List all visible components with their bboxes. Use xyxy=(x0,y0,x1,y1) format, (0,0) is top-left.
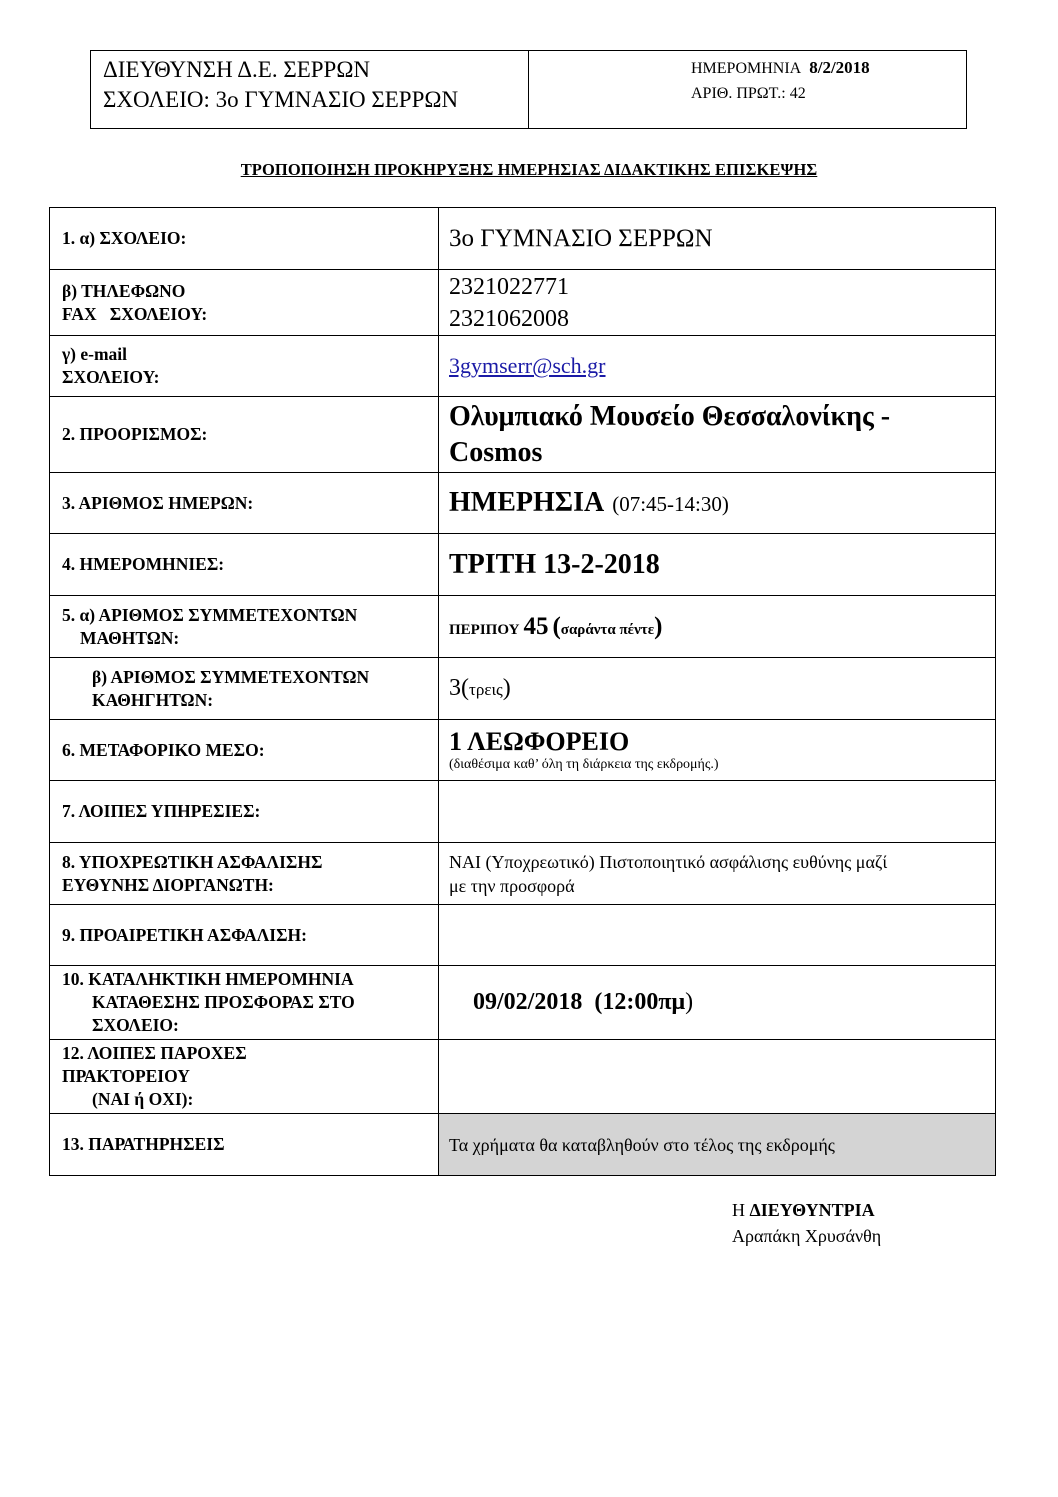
document-title: ΤΡΟΠΟΠΟΙΗΣΗ ΠΡΟΚΗΡΥΞΗΣ ΗΜΕΡΗΣΙΑΣ ΔΙΔΑΚΤΙΚΗΣ ΕΠΙΣΚΕΨΗΣ xyxy=(240,160,818,179)
deadline-close: ) xyxy=(685,989,694,1015)
phone-label-line2: FAX ΣΧΟΛΕΙΟΥ: xyxy=(62,303,208,324)
header-left xyxy=(91,51,529,128)
header-box xyxy=(90,50,967,129)
transport-label: 6. ΜΕΤΑΦΟΡΙΚΟ ΜΕΣΟ: xyxy=(50,720,439,781)
other-label-line1: 12. ΛΟΙΠΕΣ ΠΑΡΟΧΕΣ xyxy=(62,1043,247,1063)
phone-label-line1: β) ΤΗΛΕΦΩΝΟ xyxy=(62,280,186,301)
other-label-line2: ΠΡΑΚΤΟΡΕΙΟΥ xyxy=(62,1066,190,1086)
email-label-line1: γ) e-mail xyxy=(62,344,128,364)
email-cell xyxy=(439,336,996,397)
deadline-date: 09/02/2018 (12:00πμ xyxy=(473,989,686,1015)
services-label: 7. ΛΟΙΠΕΣ ΥΠΗΡΕΣΙΕΣ: xyxy=(50,781,439,843)
deadline-label xyxy=(50,966,439,1040)
school-text: ΣΧΟΛΕΙΟ: 3ο ΓΥΜΝΑΣΙΟ ΣΕΡΡΩΝ xyxy=(103,87,459,112)
email-label xyxy=(50,336,439,397)
phone-number: 2321022771 xyxy=(449,273,569,300)
days-value xyxy=(439,473,996,534)
table-row xyxy=(50,843,996,905)
destination-value xyxy=(439,397,996,473)
transport-value xyxy=(439,720,996,781)
students-label xyxy=(50,596,439,658)
table-row xyxy=(50,596,996,658)
table-row xyxy=(50,336,996,397)
table-row xyxy=(50,397,996,473)
days-type: ΗΜΕΡΗΣΙΑ xyxy=(449,487,605,518)
services-value xyxy=(439,781,996,843)
destination-line2: Cosmos xyxy=(449,436,543,468)
students-number: 45 xyxy=(523,612,549,640)
date-line xyxy=(691,55,966,81)
teachers-label xyxy=(50,658,439,720)
deadline-value xyxy=(439,966,996,1040)
table-row xyxy=(50,534,996,596)
header-right xyxy=(529,51,966,128)
table-row xyxy=(50,905,996,966)
signature-name: Αραπάκη Χρυσάνθη xyxy=(732,1226,882,1246)
optional-insurance-label: 9. ΠΡΟΑΙΡΕΤΙΚΗ ΑΣΦΑΛΙΣΗ: xyxy=(50,905,439,966)
destination-line1: Ολυμπιακό Μουσείο Θεσσαλονίκης - xyxy=(449,400,891,432)
teachers-value: 3(τρεις) xyxy=(439,658,996,720)
deadline-label-line3: ΣΧΟΛΕΙΟ: xyxy=(92,1015,179,1035)
email-label-line2: ΣΧΟΛΕΙΟΥ: xyxy=(62,367,160,387)
insurance-label xyxy=(50,843,439,905)
school-value: 3ο ΓΥΜΝΑΣΙΟ ΣΕΡΡΩΝ xyxy=(439,208,996,270)
announcement-table xyxy=(49,207,996,1176)
table-row xyxy=(50,473,996,534)
destination-label: 2. ΠΡΟΟΡΙΣΜΟΣ: xyxy=(50,397,439,473)
table-row xyxy=(50,208,996,270)
signature-prefix: Η xyxy=(732,1200,745,1220)
signature-role-line xyxy=(732,1197,881,1223)
table-row xyxy=(50,658,996,720)
insurance-label-line1: 8. ΥΠΟΧΡΕΩΤΙΚΗ ΑΣΦΑΛΙΣΗΣ xyxy=(62,851,323,872)
table-row xyxy=(50,720,996,781)
dates-value: ΤΡΙΤΗ 13-2-2018 xyxy=(439,534,996,596)
teachers-number: 3 xyxy=(449,675,461,701)
protocol-value: 42 xyxy=(789,85,806,102)
transport-type: 1 ΛΕΩΦΟΡΕΙΟ xyxy=(449,727,630,756)
teachers-label-line2: ΚΑΘΗΓΗΤΩΝ: xyxy=(92,689,214,710)
date-value: 8/2/2018 xyxy=(809,58,870,77)
optional-insurance-value xyxy=(439,905,996,966)
other-label-line3: (ΝΑΙ ή ΟΧΙ): xyxy=(92,1089,194,1109)
teachers-label-line1: β) ΑΡΙΘΜΟΣ ΣΥΜΜΕΤΕΧΟΝΤΩΝ xyxy=(92,666,370,687)
transport-note: (διαθέσιμα καθ’ όλη τη διάρκεια της εκδρομής.) xyxy=(449,757,719,772)
table-row xyxy=(50,1040,996,1114)
fax-number: 2321062008 xyxy=(449,305,569,332)
students-prefix: ΠΕΡΙΠΟΥ xyxy=(449,621,520,638)
insurance-line1: ΝΑΙ (Υποχρεωτικό) Πιστοποιητικό ασφάλισης ευθύνης μαζί xyxy=(449,851,888,872)
protocol-line xyxy=(691,81,966,106)
days-label: 3. ΑΡΙΘΜΟΣ ΗΜΕΡΩΝ: xyxy=(50,473,439,534)
signature-role: ΔΙΕΥΘΥΝΤΡΙΑ xyxy=(749,1200,875,1220)
signature-block xyxy=(732,1197,881,1249)
other-label xyxy=(50,1040,439,1114)
phone-label xyxy=(50,270,439,336)
students-label-line2: ΜΑΘΗΤΩΝ: xyxy=(80,627,180,648)
directorate-text: ΔΙΕΥΘΥΝΣΗ Δ.Ε. ΣΕΡΡΩΝ xyxy=(103,57,371,82)
teachers-words: τρεις xyxy=(469,680,503,699)
students-value: ΠΕΡΙΠΟΥ 45 (σαράντα πέντε) xyxy=(439,596,996,658)
students-label-line1: 5. α) ΑΡΙΘΜΟΣ ΣΥΜΜΕΤΕΧΟΝΤΩΝ xyxy=(62,604,358,625)
remarks-value: Τα χρήματα θα καταβληθούν στο τέλος της εκδρομής xyxy=(439,1114,996,1176)
dates-label: 4. ΗΜΕΡΟΜΗΝΙΕΣ: xyxy=(50,534,439,596)
phone-value xyxy=(439,270,996,336)
insurance-label-line2: ΕΥΘΥΝΗΣ ΔΙΟΡΓΑΝΩΤΗ: xyxy=(62,874,274,895)
table-row xyxy=(50,1114,996,1176)
table-row xyxy=(50,270,996,336)
date-label: ΗΜΕΡΟΜΗΝΙΑ xyxy=(691,60,802,77)
table-row xyxy=(50,781,996,843)
days-hours: (07:45-14:30) xyxy=(612,492,729,516)
deadline-label-line1: 10. ΚΑΤΑΛΗΚΤΙΚΗ ΗΜΕΡΟΜΗΝΙΑ xyxy=(62,969,354,989)
insurance-line2: με την προσφορά xyxy=(449,875,575,896)
remarks-label: 13. ΠΑΡΑΤΗΡΗΣΕΙΣ xyxy=(50,1114,439,1176)
table-row xyxy=(50,966,996,1040)
protocol-label: ΑΡΙΘ. ΠΡΩΤ.: xyxy=(691,85,786,102)
other-value xyxy=(439,1040,996,1114)
school-label: 1. α) ΣΧΟΛΕΙΟ: xyxy=(50,208,439,270)
insurance-value xyxy=(439,843,996,905)
email-link[interactable]: 3gymserr@sch.gr xyxy=(449,353,606,378)
deadline-label-line2: ΚΑΤΑΘΕΣΗΣ ΠΡΟΣΦΟΡΑΣ ΣΤΟ xyxy=(92,992,355,1012)
students-words: σαράντα πέντε xyxy=(560,621,655,638)
